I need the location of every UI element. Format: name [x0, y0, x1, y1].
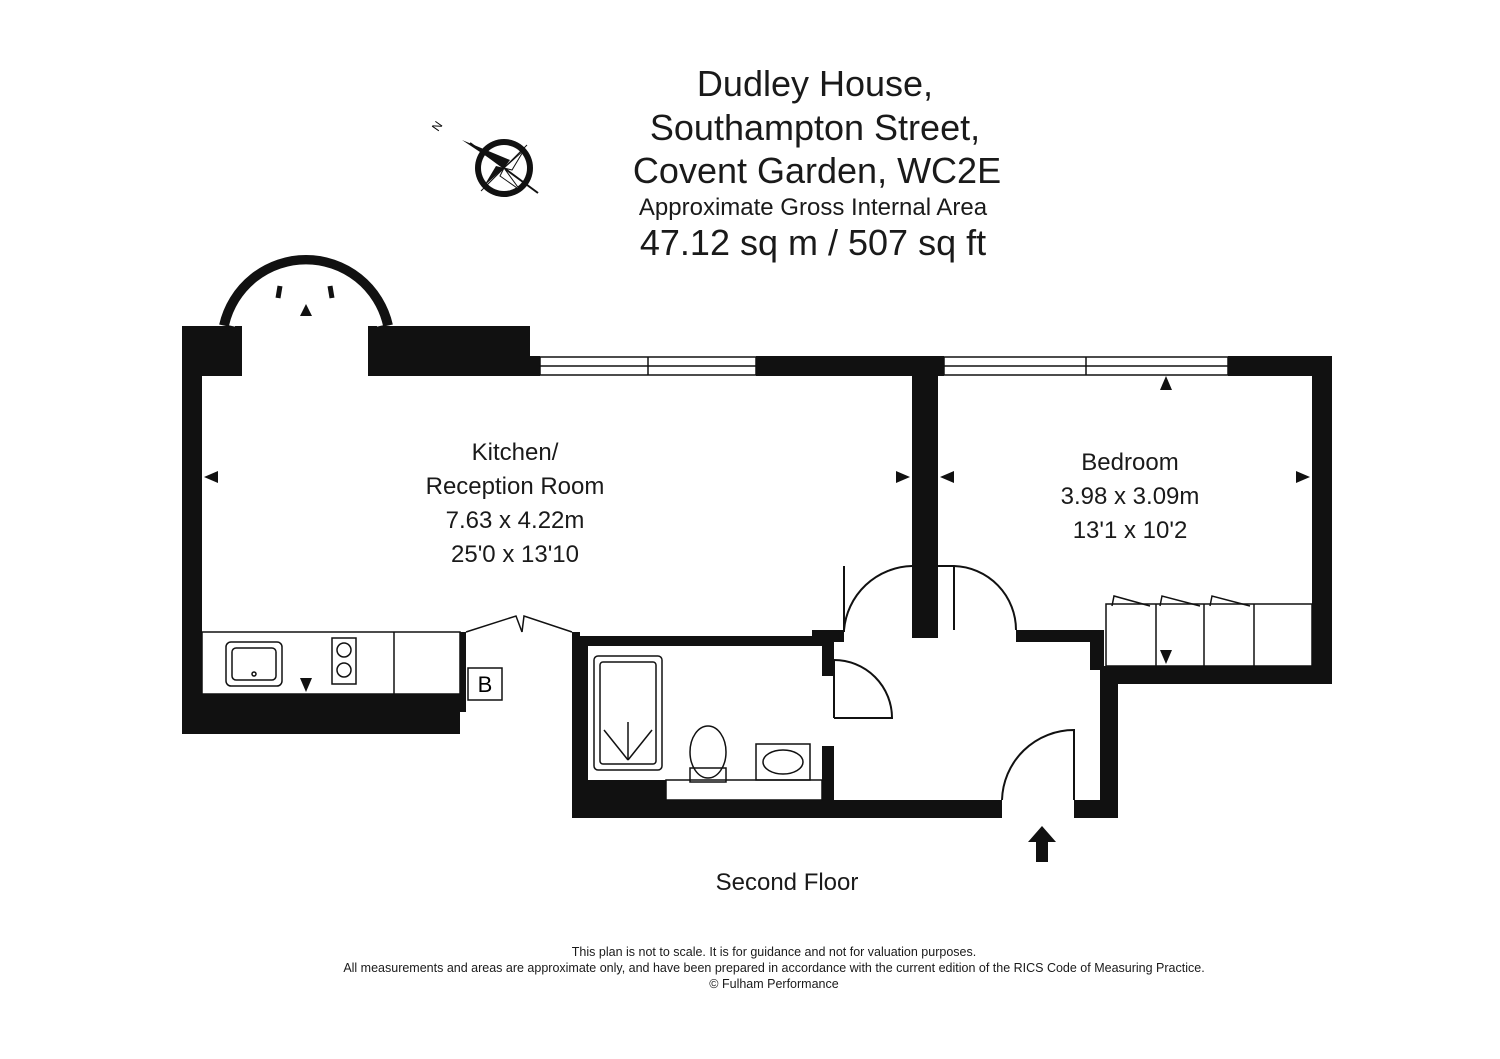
address-line-1: Dudley House,: [696, 63, 934, 104]
compass-north-label: N: [428, 118, 446, 134]
address-line-2: Southampton Street,: [649, 107, 981, 148]
copyright: © Fulham Performance: [709, 977, 839, 991]
boiler-label: B: [477, 672, 493, 697]
address-line-3: Covent Garden, WC2E: [632, 150, 1002, 191]
kitchen-metric: 7.63 x 4.22m: [445, 507, 585, 534]
bedroom-wardrobes: [1106, 596, 1312, 666]
door-leaves: [834, 566, 1074, 800]
disclaimer-line-2: All measurements and areas are approximate only, and have been prepared in accordance with the current edition of the RICS Code of Measuring Practice.: [343, 961, 1205, 975]
kitchen-counter: [202, 632, 460, 694]
bedroom-name: Bedroom: [1081, 449, 1179, 476]
kitchen-imperial: 25'0 x 13'10: [451, 541, 579, 568]
kitchen-reception-label: [380, 436, 650, 572]
kitchen-name-line2: Reception Room: [425, 473, 605, 500]
entrance-arrow-icon: [1028, 826, 1056, 862]
disclaimer-line-1: This plan is not to scale. It is for guidance and not for valuation purposes.: [571, 945, 977, 959]
kitchen-name-line1: Kitchen/: [471, 439, 559, 466]
disclaimer: [0, 944, 1500, 992]
bedroom-metric: 3.98 x 3.09m: [1060, 483, 1200, 510]
bedroom-label: [1000, 446, 1260, 548]
area-label: Approximate Gross Internal Area: [638, 194, 988, 221]
bedroom-imperial: 13'1 x 10'2: [1072, 517, 1188, 544]
area-value: 47.12 sq m / 507 sq ft: [639, 222, 987, 263]
compass-icon: [429, 119, 538, 197]
bay-window: [226, 262, 386, 326]
floor-label: Second Floor: [715, 869, 859, 896]
bathroom-fixtures: [594, 656, 822, 800]
